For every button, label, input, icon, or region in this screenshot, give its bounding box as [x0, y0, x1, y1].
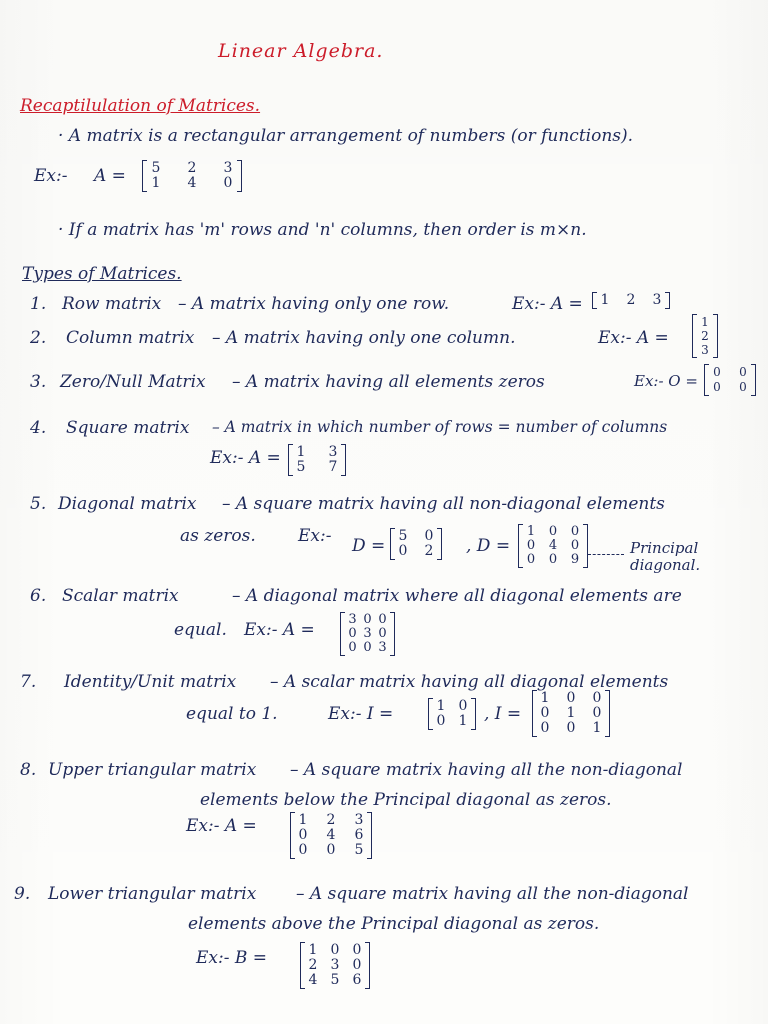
- matrix-entry: 0: [548, 552, 558, 567]
- intro-matrix: [142, 160, 242, 192]
- type-1-name: Row matrix: [62, 294, 162, 314]
- type-3-matrix: [704, 364, 756, 396]
- type-5-desc: – A square matrix having all non-diagonal elements: [222, 494, 665, 514]
- type-6-ex: Ex:- A =: [244, 620, 315, 640]
- matrix-entry: 1: [600, 292, 610, 308]
- matrix-entry: 0: [713, 365, 721, 379]
- matrix-entry: 4: [308, 972, 318, 988]
- matrix-entry: 0: [592, 690, 602, 706]
- type-9-desc: – A square matrix having all the non-diagonal: [296, 884, 689, 904]
- matrix-entry: 5: [398, 528, 408, 544]
- matrix-entry: 1: [526, 524, 536, 539]
- matrix-entry: 0: [352, 957, 362, 973]
- type-5-var1: D =: [352, 536, 386, 556]
- matrix-entry: 2: [626, 292, 636, 308]
- matrix-entry: 0: [348, 626, 357, 641]
- matrix-entry: 1: [566, 705, 576, 721]
- type-4-ex: Ex:- A =: [210, 448, 281, 468]
- matrix-entry: 0: [326, 842, 336, 858]
- type-9-matrix: [300, 942, 370, 989]
- matrix-entry: 1: [592, 720, 602, 736]
- matrix-entry: 0: [363, 612, 372, 627]
- matrix-entry: 0: [378, 612, 387, 627]
- type-4-name: Square matrix: [66, 418, 190, 438]
- type-8-number: 8.: [20, 760, 37, 780]
- matrix-entry: 1: [458, 713, 468, 729]
- matrix-entry: 5: [354, 842, 364, 858]
- matrix-entry: 0: [592, 705, 602, 721]
- matrix-entry: 3: [378, 640, 387, 655]
- matrix-entry: 0: [223, 175, 233, 191]
- order-line: · If a matrix has 'm' rows and 'n' columns, then order is m×n.: [58, 220, 587, 240]
- matrix-entry: 0: [298, 827, 308, 843]
- matrix-entry: 0: [713, 380, 721, 394]
- type-6-desc2: equal.: [174, 620, 227, 640]
- type-5-matrix: [390, 528, 442, 560]
- matrix-entry: 2: [187, 160, 197, 176]
- matrix-entry: 4: [326, 827, 336, 843]
- type-3-name: Zero/Null Matrix: [60, 372, 206, 392]
- matrix-entry: 0: [540, 705, 550, 721]
- matrix-entry: 0: [570, 538, 580, 553]
- type-2-number: 2.: [30, 328, 47, 348]
- type-4-desc: – A matrix in which number of rows = number of columns: [212, 418, 668, 436]
- type-1-ex: Ex:- A =: [512, 294, 583, 314]
- matrix-entry: 2: [424, 543, 434, 559]
- type-6-matrix: [340, 612, 395, 656]
- matrix-entry: 1: [701, 315, 709, 329]
- principal-diagonal-note: Principal diagonal.: [630, 539, 701, 574]
- type-6-desc: – A diagonal matrix where all diagonal elements are: [232, 586, 682, 606]
- type-5-ex: Ex:-: [298, 526, 332, 546]
- type-2-ex: Ex:- A =: [598, 328, 669, 348]
- matrix-entry: 0: [348, 640, 357, 655]
- type-8-matrix: [290, 812, 372, 859]
- type-3-desc: – A matrix having all elements zeros: [232, 372, 545, 392]
- type-7-desc: – A scalar matrix having all diagonal elements: [270, 672, 669, 692]
- type-2-name: Column matrix: [66, 328, 195, 348]
- type-5-name: Diagonal matrix: [58, 494, 197, 514]
- type-2-desc: – A matrix having only one column.: [212, 328, 516, 348]
- type-4-number: 4.: [30, 418, 47, 438]
- intro-definition: · A matrix is a rectangular arrangement of numbers (or functions).: [58, 126, 634, 146]
- matrix-entry: 0: [298, 842, 308, 858]
- matrix-entry: 0: [739, 365, 747, 379]
- type-7-matrix2: [532, 690, 610, 737]
- section-heading: Recaptilulation of Matrices.: [20, 96, 261, 116]
- matrix-entry: 2: [308, 957, 318, 973]
- matrix-entry: 5: [296, 459, 306, 475]
- intro-ex-label: Ex:-: [34, 166, 68, 186]
- intro-ex-var: A =: [94, 166, 126, 186]
- matrix-entry: 0: [363, 640, 372, 655]
- matrix-entry: 1: [296, 444, 306, 460]
- matrix-entry: 0: [330, 942, 340, 958]
- matrix-entry: 0: [352, 942, 362, 958]
- page-title: Linear Algebra.: [218, 40, 384, 62]
- type-7-name: Identity/Unit matrix: [64, 672, 237, 692]
- type-7-desc2: equal to 1.: [186, 704, 278, 724]
- matrix-entry: 4: [187, 175, 197, 191]
- type-5-matrix2: [518, 524, 588, 568]
- matrix-entry: 3: [328, 444, 338, 460]
- matrix-entry: 6: [352, 972, 362, 988]
- matrix-entry: 1: [436, 698, 446, 714]
- matrix-entry: 3: [363, 626, 372, 641]
- matrix-entry: 3: [348, 612, 357, 627]
- type-4-matrix: [288, 444, 346, 476]
- type-8-desc: – A square matrix having all the non-diagonal: [290, 760, 683, 780]
- matrix-entry: 0: [566, 720, 576, 736]
- type-9-name: Lower triangular matrix: [48, 884, 257, 904]
- matrix-entry: 5: [151, 160, 161, 176]
- type-8-name: Upper triangular matrix: [48, 760, 257, 780]
- matrix-entry: 3: [354, 812, 364, 828]
- type-9-number: 9.: [14, 884, 31, 904]
- matrix-entry: 0: [570, 524, 580, 539]
- type-3-ex: Ex:- O =: [634, 372, 698, 390]
- type-1-matrix: [592, 292, 670, 309]
- type-7-var2: , I =: [484, 704, 522, 724]
- type-7-number: 7.: [20, 672, 37, 692]
- matrix-entry: 1: [298, 812, 308, 828]
- matrix-entry: 0: [458, 698, 468, 714]
- type-6-number: 6.: [30, 586, 47, 606]
- type-1-desc: – A matrix having only one row.: [178, 294, 450, 314]
- matrix-entry: 0: [739, 380, 747, 394]
- matrix-entry: 0: [540, 720, 550, 736]
- type-7-ex: Ex:- I =: [328, 704, 394, 724]
- type-9-desc2: elements above the Principal diagonal as zeros.: [188, 914, 600, 934]
- matrix-entry: 0: [398, 543, 408, 559]
- type-2-matrix: [692, 314, 718, 358]
- type-5-number: 5.: [30, 494, 47, 514]
- matrix-entry: 0: [526, 538, 536, 553]
- matrix-entry: 3: [652, 292, 662, 308]
- type-8-desc2: elements below the Principal diagonal as zeros.: [200, 790, 612, 810]
- type-1-number: 1.: [30, 294, 47, 314]
- matrix-entry: 3: [330, 957, 340, 973]
- types-heading: Types of Matrices.: [22, 264, 182, 284]
- type-5-var2: , D =: [466, 536, 511, 556]
- matrix-entry: 1: [151, 175, 161, 191]
- matrix-entry: 1: [540, 690, 550, 706]
- matrix-entry: 4: [548, 538, 558, 553]
- matrix-entry: 6: [354, 827, 364, 843]
- type-5-desc2: as zeros.: [180, 526, 256, 546]
- matrix-entry: 0: [436, 713, 446, 729]
- type-7-matrix: [428, 698, 476, 730]
- matrix-entry: 5: [330, 972, 340, 988]
- type-9-ex: Ex:- B =: [196, 948, 268, 968]
- type-3-number: 3.: [30, 372, 47, 392]
- matrix-entry: 0: [378, 626, 387, 641]
- type-6-name: Scalar matrix: [62, 586, 179, 606]
- matrix-entry: 3: [701, 343, 709, 357]
- principal-diagonal-pointer: [588, 554, 624, 555]
- matrix-entry: 3: [223, 160, 233, 176]
- type-8-ex: Ex:- A =: [186, 816, 257, 836]
- matrix-entry: 2: [701, 329, 709, 343]
- matrix-entry: 9: [570, 552, 580, 567]
- matrix-entry: 2: [326, 812, 336, 828]
- matrix-entry: 1: [308, 942, 318, 958]
- matrix-entry: 0: [526, 552, 536, 567]
- matrix-entry: 0: [424, 528, 434, 544]
- matrix-entry: 0: [566, 690, 576, 706]
- matrix-entry: 7: [328, 459, 338, 475]
- matrix-entry: 0: [548, 524, 558, 539]
